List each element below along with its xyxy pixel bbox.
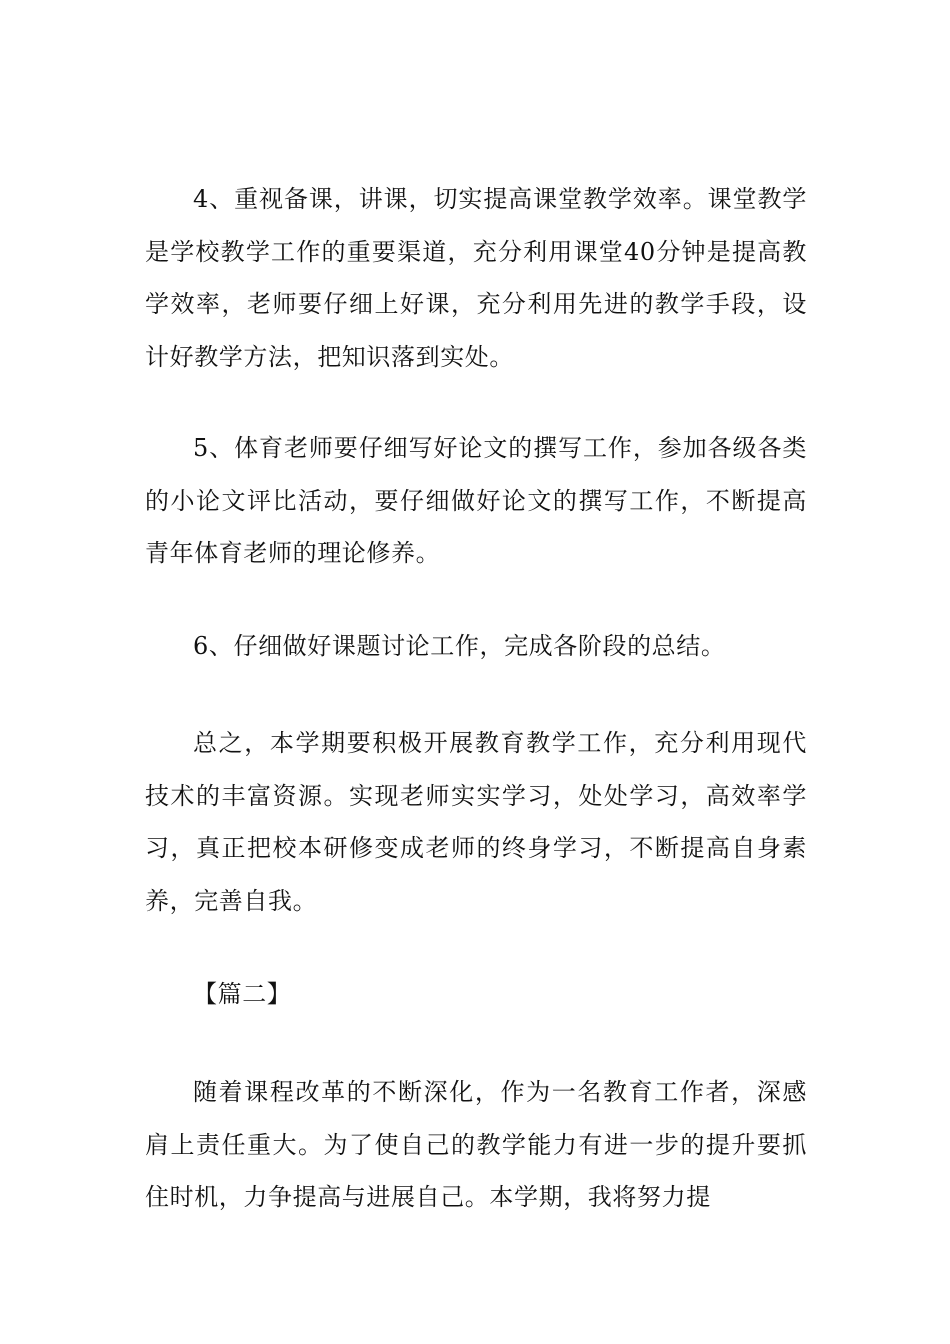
- paragraph-item-6: 6、仔细做好课题讨论工作，完成各阶段的总结。: [193, 632, 726, 660]
- paragraph-summary: 总之，本学期要积极开展教育教学工作，充分利用现代技术的丰富资源。实现老师实实学习，处处学习，高效率学习，真正把校本研修变成老师的终身学习，不断提高自身素养，完善自我。: [145, 729, 807, 915]
- section-paragraph: 随着课程改革的不断深化，作为一名教育工作者，深感肩上责任重大。为了使自己的教学能力有进一步的提升要抓住时机，力争提高与进展自己。本学期，我将努力提: [145, 1078, 807, 1211]
- paragraph-item-5: 5、体育老师要仔细写好论文的撰写工作，参加各级各类的小论文评比活动，要仔细做好论文的撰写工作，不断提高青年体育老师的理论修养。: [145, 434, 807, 567]
- section-heading: 【篇二】: [193, 980, 292, 1008]
- paragraph-item-4: 4、重视备课，讲课，切实提高课堂教学效率。课堂教学是学校教学工作的重要渠道，充分利用课堂40分钟是提高教学效率，老师要仔细上好课，充分利用先进的教学手段，设计好教学方法，把知识落到实处。: [145, 185, 807, 371]
